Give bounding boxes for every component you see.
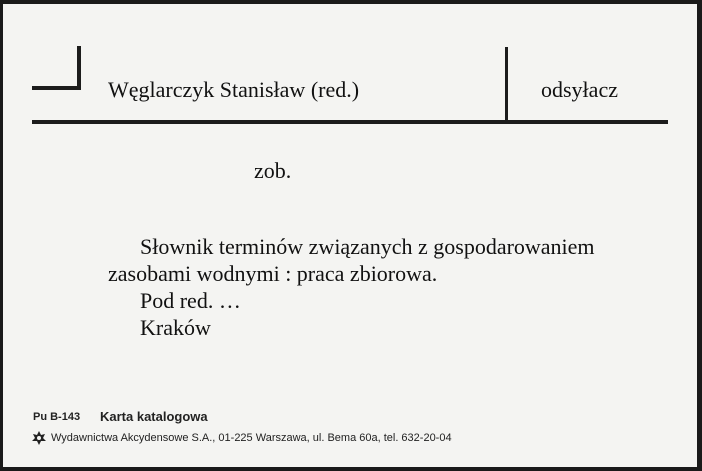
body-line-place: Kraków — [140, 315, 211, 340]
publisher-logo-icon — [31, 430, 47, 446]
body-line-title: Słownik terminów związanych z gospodarowaniem — [140, 234, 595, 259]
reference-type: odsyłacz — [541, 77, 618, 102]
corner-mark-vertical — [77, 46, 81, 90]
form-title: Karta katalogowa — [100, 409, 208, 424]
card-heading: Węglarczyk Stanisław (red.) — [108, 77, 360, 102]
column-divider — [505, 47, 508, 124]
header-rule — [32, 120, 668, 124]
body-line-title-cont: zasobami wodnymi : praca zbiorowa. — [108, 261, 438, 286]
body-line-editor: Pod red. … — [140, 288, 241, 313]
see-reference: zob. — [254, 158, 292, 183]
publisher-line: Wydawnictwa Akcydensowe S.A., 01-225 Warszawa, ul. Bema 60a, tel. 632-20-04 — [51, 432, 452, 444]
catalog-card — [3, 4, 697, 467]
corner-mark-horizontal — [32, 86, 81, 90]
form-code: Pu B-143 — [33, 411, 81, 423]
